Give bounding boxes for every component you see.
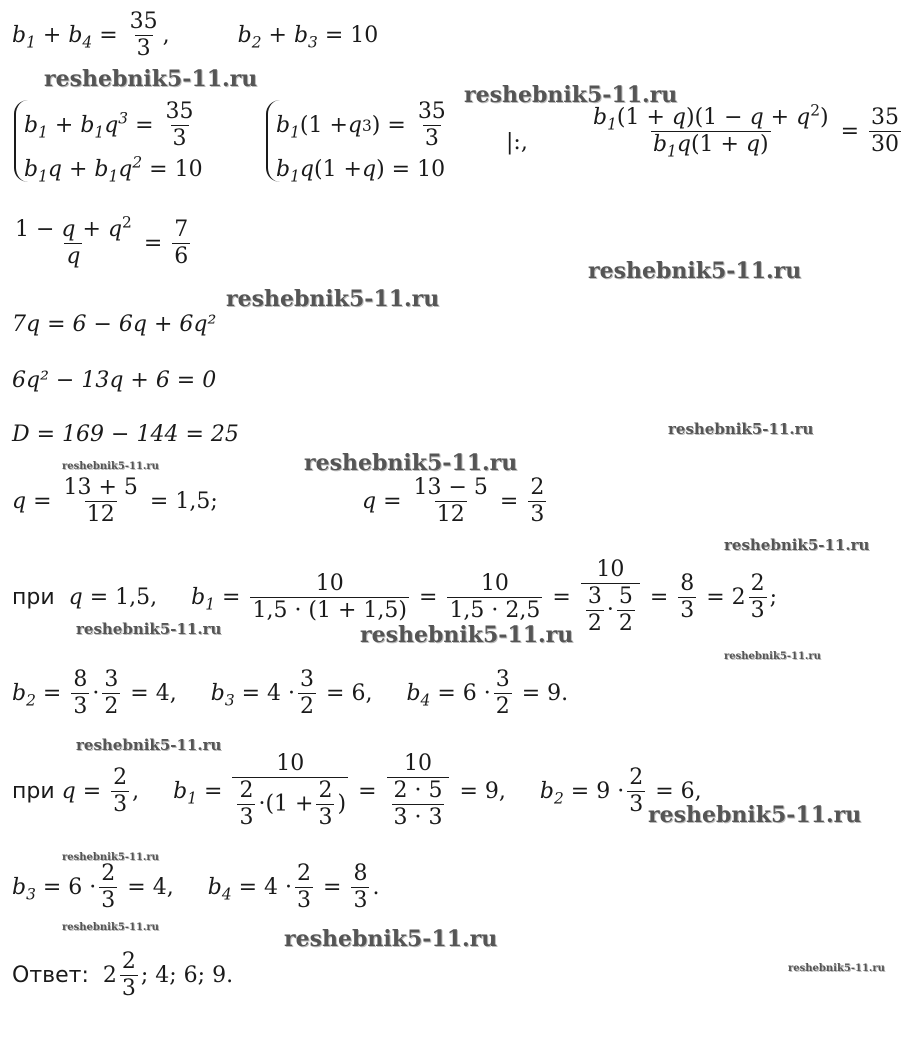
fraction-35-3: 35 3 [129,9,158,62]
linear-equation: 7q = 6 − 6q + 6q² [12,312,217,337]
ratio-equation: $b_1(1 + q)(1 - q + q^2)$ $b_1q(1 + q)$ = 35 30 [593,101,899,161]
case-q2-b1: при q = 2 3 , $b_1$ = 10 $\frac{2}{3}$ ·(1 + $\frac{2}{3}$ ) = 10 $\frac{2 \cdot 5}{3 \cdot 3}$ = 9, $b_2$ = 9 · 2 3 = 6, [12,751,702,831]
division-sign: |:, [506,130,528,155]
answer-line: Ответ: 2 2 3 ; 4; 6; 9. [12,949,234,1002]
system-1: $b_1$ + $b_1q^3$ = 35 3 $b_1q$ + $b_1q^2$ = 10 [14,100,203,182]
quadratic-equation: 6q² − 13q + 6 = 0 [12,368,217,393]
case-q1-b1: при q = 1,5, $b_1$ = 10 1,5 · (1 + 1,5) = 10 1,5 · 2,5 = 10 $\frac{3}{2}$ · $\frac{5}{2}$ = 8 3 = 2 2 3 ; [12,557,778,637]
watermark: reshebnik5-11.ru [464,82,678,108]
reduced-equation: $1 - q + q^2$ q = 7 6 [15,213,189,270]
watermark: reshebnik5-11.ru [284,926,498,952]
watermark: reshebnik5-11.ru [76,736,222,754]
watermark: reshebnik5-11.ru [226,286,440,312]
given-conditions: $b_1$ + $b_4$ = 35 3 , $b_2$ + $b_3$ = 10 [12,9,379,62]
case-q1-terms: $b_2$ = 8 3 · 3 2 = 4, $b_3$ = 4 · 3 2 = 6, $b_4$ = 6 · 3 2 = 9. [12,667,569,720]
case-q2-terms: $b_3$ = 6 · 2 3 = 4, $b_4$ = 4 · 2 3 = 8 3 . [12,861,380,914]
root-2: q = 13 − 5 12 = 2 3 [362,475,545,528]
watermark: reshebnik5-11.ru [724,651,821,662]
watermark: reshebnik5-11.ru [648,802,862,828]
watermark: reshebnik5-11.ru [724,536,870,554]
watermark: reshebnik5-11.ru [76,620,222,638]
watermark: reshebnik5-11.ru [62,461,159,472]
watermark: reshebnik5-11.ru [62,852,159,863]
watermark: reshebnik5-11.ru [44,66,258,92]
watermark: reshebnik5-11.ru [304,450,518,476]
discriminant: D = 169 − 144 = 25 [12,422,239,447]
system-2: $b_1$ (1 + q 3 ) = 35 3 $b_1q$ (1 + q ) = 10 [266,100,451,182]
watermark: reshebnik5-11.ru [62,922,159,933]
watermark: reshebnik5-11.ru [588,258,802,284]
watermark: reshebnik5-11.ru [360,622,574,648]
root-1: q = 13 + 5 12 = 1,5; [12,475,218,528]
watermark: reshebnik5-11.ru [788,963,885,974]
watermark: reshebnik5-11.ru [668,420,814,438]
